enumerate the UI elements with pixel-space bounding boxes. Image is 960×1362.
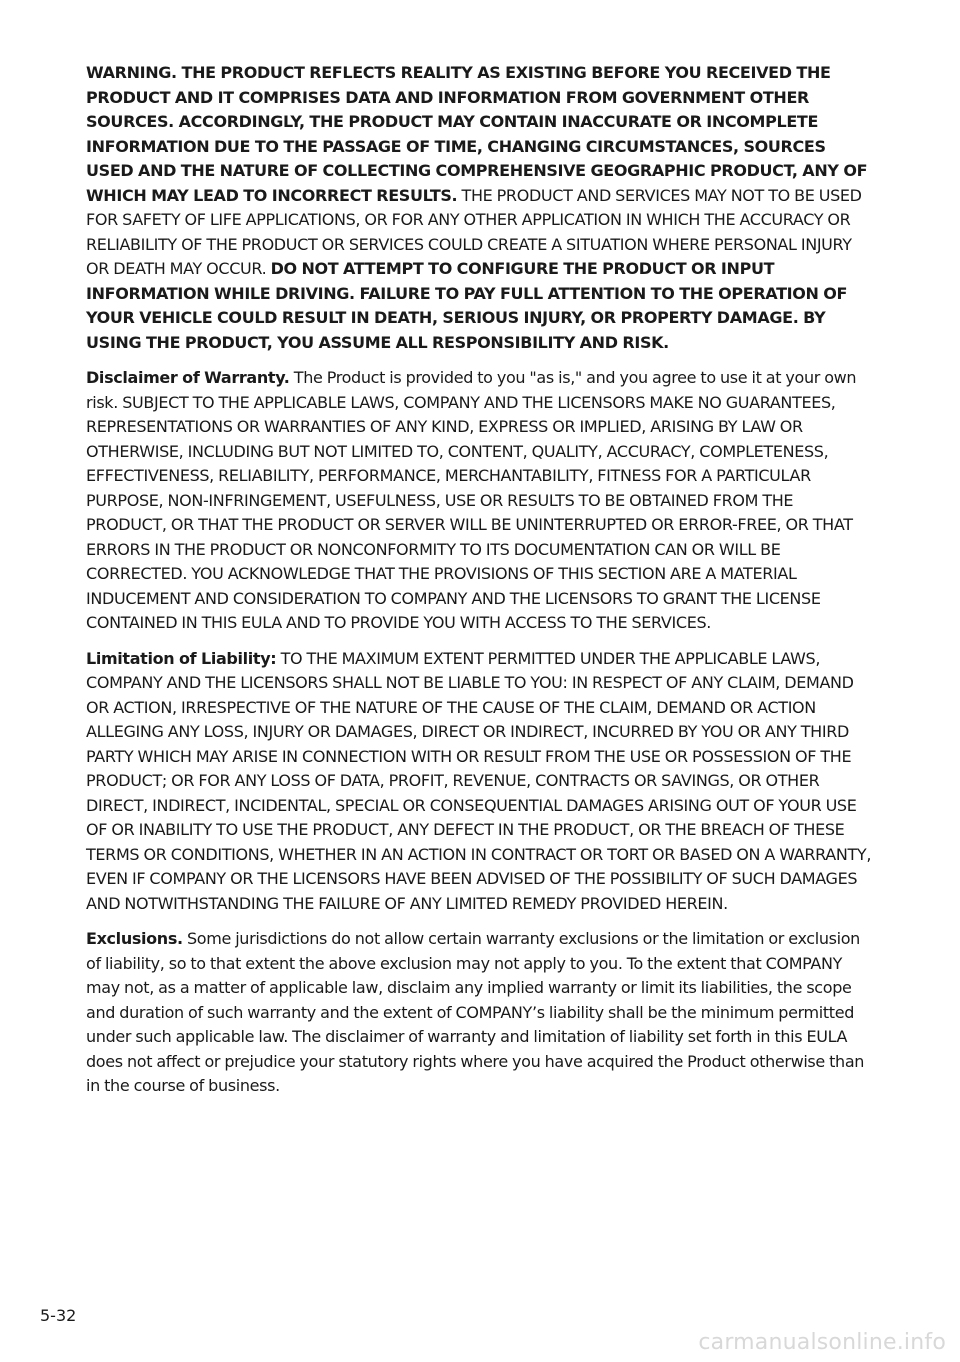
exclusions-body: Some jurisdictions do not allow certain warranty exclusions or the limitation or exclusion of liability, so to that extent the above exclusion may not apply to you. To the extent that COMPANY may not, as a matter of applicable law, disclaim any implied warranty or limit its liabilities, the scope and duration of such warranty and the extent of COMPANY’s liability shall be the minimum permitted under such applicable law. The disclaimer of warranty and limitation of liability set forth in this EULA does not affect or prejudice your statutory rights where you have acquired the Product otherwise than in the course of business. <box>86 929 865 1095</box>
disclaimer-heading: Disclaimer of Warranty. <box>86 368 290 387</box>
disclaimer-paragraph <box>86 366 874 636</box>
warning-paragraph <box>86 61 874 355</box>
watermark: carmanualsonline.info <box>698 1330 946 1355</box>
warning-heading: WARNING. THE PRODUCT REFLECTS REALITY AS EXISTING BEFORE YOU RECEIVED THE PRODUCT AND IT COMPRISES DATA AND INFORMATION FROM GOVERNMENT OTHER SOURCES. ACCORDINGLY, THE PRODUCT MAY CONTAIN INACCURATE OR INCOMPLETE INFORMATION DUE TO THE PASSAGE OF TIME, CHANGING CIRCUMSTANCES, SOURCES USED AND THE NATURE OF COLLECTING COMPREHENSIVE GEOGRAPHIC PRODUCT, ANY OF WHICH MAY LEAD TO INCORRECT RESULTS. <box>86 63 868 205</box>
page-number: 5-32 <box>40 1306 77 1325</box>
document-body <box>86 61 874 1110</box>
liability-body: TO THE MAXIMUM EXTENT PERMITTED UNDER THE APPLICABLE LAWS, COMPANY AND THE LICENSORS SHALL NOT BE LIABLE TO YOU: IN RESPECT OF ANY CLAIM, DEMAND OR ACTION, IRRESPECTIVE OF THE NATURE OF THE CAUSE OF THE CLAIM, DEMAND OR ACTION ALLEGING ANY LOSS, INJURY OR DAMAGES, DIRECT OR INDIRECT, INCURRED BY YOU OR ANY THIRD PARTY WHICH MAY ARISE IN CONNECTION WITH OR RESULT FROM THE USE OR POSSESSION OF THE PRODUCT; OR FOR ANY LOSS OF DATA, PROFIT, REVENUE, CONTRACTS OR SAVINGS, OR OTHER DIRECT, INDIRECT, INCIDENTAL, SPECIAL OR CONSEQUENTIAL DAMAGES ARISING OUT OF YOUR USE OF OR INABILITY TO USE THE PRODUCT, ANY DEFECT IN THE PRODUCT, OR THE BREACH OF THESE TERMS OR CONDITIONS, WHETHER IN AN ACTION IN CONTRACT OR TORT OR BASED ON A WARRANTY, EVEN IF COMPANY OR THE LICENSORS HAVE BEEN ADVISED OF THE POSSIBILITY OF SUCH DAMAGES AND NOTWITHSTANDING THE FAILURE OF ANY LIMITED REMEDY PROVIDED HEREIN. <box>86 648 872 913</box>
exclusions-heading: Exclusions. <box>86 929 183 948</box>
exclusions-paragraph <box>86 927 874 1099</box>
liability-heading: Limitation of Liability: <box>86 648 277 668</box>
warning-driving-notice: DO NOT ATTEMPT TO CONFIGURE THE PRODUCT OR INPUT INFORMATION WHILE DRIVING. FAILURE TO PAY FULL ATTENTION TO THE OPERATION OF YOUR VEHICLE COULD RESULT IN DEATH, SERIOUS INJURY, OR PROPERTY DAMAGE. BY USING THE PRODUCT, YOU ASSUME ALL RESPONSIBILITY AND RISK. <box>86 259 848 352</box>
warning-body: THE PRODUCT AND SERVICES MAY NOT TO BE USED FOR SAFETY OF LIFE APPLICATIONS, OR FOR ANY OTHER APPLICATION IN WHICH THE ACCURACY OR RELIABILITY OF THE PRODUCT OR SERVICES COULD CREATE A SITUATION WHERE PERSONAL INJURY OR DEATH MAY OCCUR. <box>86 185 862 278</box>
liability-paragraph <box>86 647 874 917</box>
disclaimer-body: The Product is provided to you "as is," and you agree to use it at your own risk. SUBJECT TO THE APPLICABLE LAWS, COMPANY AND THE LICENSORS MAKE NO GUARANTEES, REPRESENTATIONS OR WARRANTIES OF ANY KIND, EXPRESS OR IMPLIED, ARISING BY LAW OR OTHERWISE, INCLUDING BUT NOT LIMITED TO, CONTENT, QUALITY, ACCURACY, COMPLETENESS, EFFECTIVENESS, RELIABILITY, PERFORMANCE, MERCHANTABILITY, FITNESS FOR A PARTICULAR PURPOSE, NON-INFRINGEMENT, USEFULNESS, USE OR RESULTS TO BE OBTAINED FROM THE PRODUCT, OR THAT THE PRODUCT OR SERVER WILL BE UNINTERRUPTED OR ERROR-FREE, OR THAT ERRORS IN THE PRODUCT OR NONCONFORMITY TO ITS DOCUMENTATION CAN OR WILL BE CORRECTED. YOU ACKNOWLEDGE THAT THE PROVISIONS OF THIS SECTION ARE A MATERIAL INDUCEMENT AND CONSIDERATION TO COMPANY AND THE LICENSORS TO GRANT THE LICENSE CONTAINED IN THIS EULA AND TO PROVIDE YOU WITH ACCESS TO THE SERVICES. <box>86 368 857 632</box>
